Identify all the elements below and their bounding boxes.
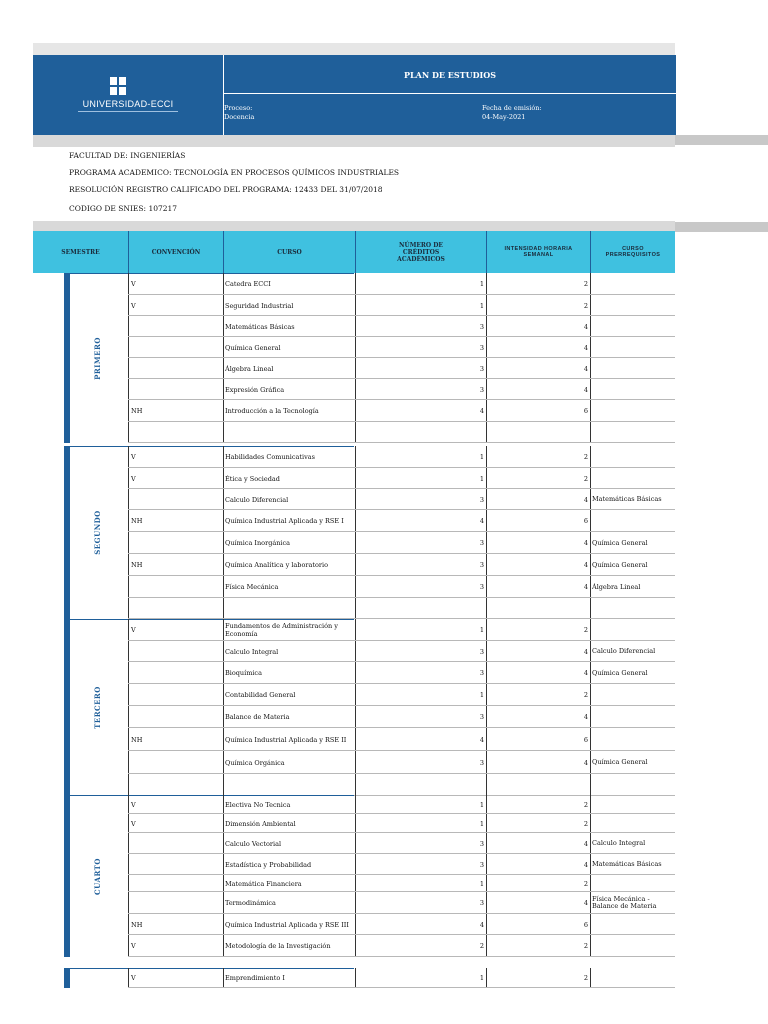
table-row (33, 446, 675, 468)
table-row (33, 337, 675, 358)
credits-cell: 3 (355, 576, 486, 598)
table-row (33, 892, 675, 914)
semester-block (33, 795, 675, 957)
process-meta: Proceso: Docencia (224, 104, 255, 121)
course-cell: Contabilidad General (223, 684, 355, 706)
hours-cell (486, 422, 590, 443)
table-row (33, 684, 675, 706)
prerequisite-cell (590, 728, 675, 751)
snies-line: CODIGO DE SNIES: 107217 (69, 204, 178, 213)
credits-cell: 1 (355, 875, 486, 892)
table-row (33, 833, 675, 854)
credits-cell: 1 (355, 468, 486, 489)
hours-cell: 6 (486, 728, 590, 751)
hours-cell: 4 (486, 379, 590, 400)
prerequisite-cell (590, 619, 675, 641)
semester-block (33, 619, 675, 796)
prerequisite-cell (590, 968, 675, 988)
table-row (33, 532, 675, 554)
credits-cell (355, 598, 486, 619)
credits-cell: 1 (355, 795, 486, 814)
semester-label: CUARTO (92, 857, 102, 895)
prerequisite-cell (590, 468, 675, 489)
prerequisite-cell: Matemáticas Básicas (590, 489, 675, 510)
table-row (33, 728, 675, 751)
convention-cell: V (128, 795, 223, 814)
credits-cell: 3 (355, 641, 486, 662)
prerequisite-cell: Álgebra Lineal (590, 576, 675, 598)
convention-cell (128, 422, 223, 443)
course-cell: Bioquímica (223, 662, 355, 684)
credits-cell: 4 (355, 400, 486, 422)
table-row (33, 422, 675, 443)
course-cell: Álgebra Lineal (223, 358, 355, 379)
date-meta: Fecha de emisión: 04-May-2021 (482, 104, 542, 121)
hours-cell: 2 (486, 875, 590, 892)
resolution-line: RESOLUCIÓN REGISTRO CALIFICADO DEL PROGRAMA: 12433 DEL 31/07/2018 (69, 185, 383, 194)
credits-cell: 3 (355, 316, 486, 337)
hours-cell: 4 (486, 892, 590, 914)
prerequisite-cell: Química General (590, 751, 675, 774)
hours-cell: 6 (486, 914, 590, 935)
course-cell: Catedra ECCI (223, 273, 355, 295)
convention-cell: V (128, 446, 223, 468)
course-cell: Ética y Sociedad (223, 468, 355, 489)
course-cell (223, 422, 355, 443)
faculty-line: FACULTAD DE: INGENIERÍAS (69, 151, 186, 160)
table-row (33, 814, 675, 833)
prerequisite-cell (590, 446, 675, 468)
hours-cell: 2 (486, 814, 590, 833)
credits-cell: 3 (355, 854, 486, 875)
table-row (33, 751, 675, 774)
credits-cell: 3 (355, 892, 486, 914)
convention-cell: V (128, 273, 223, 295)
prerequisite-cell (590, 598, 675, 619)
convention-cell: NH (128, 914, 223, 935)
credits-cell: 3 (355, 337, 486, 358)
prerequisite-cell (590, 875, 675, 892)
credits-cell: 3 (355, 751, 486, 774)
prerequisite-cell (590, 774, 675, 796)
course-cell: Dimensión Ambiental (223, 814, 355, 833)
prerequisite-cell (590, 358, 675, 379)
prerequisite-cell (590, 814, 675, 833)
hours-cell: 2 (486, 295, 590, 316)
prerequisite-cell: Física Mecánica - Balance de Materia (590, 892, 675, 914)
credits-cell: 4 (355, 728, 486, 751)
hours-cell: 4 (486, 854, 590, 875)
convention-cell (128, 751, 223, 774)
convention-cell (128, 892, 223, 914)
course-cell: Estadística y Probabilidad (223, 854, 355, 875)
col-creditos: NÚMERO DE CRÉDITOS ACADÉMICOS (355, 231, 486, 273)
row-divider (128, 956, 675, 957)
prerequisite-cell (590, 379, 675, 400)
table-row (33, 854, 675, 875)
table-row (33, 662, 675, 684)
table-row (33, 706, 675, 728)
col-prerrequisitos: CURSO PRERREQUISITOS (590, 231, 675, 273)
prerequisite-cell (590, 337, 675, 358)
convention-cell (128, 662, 223, 684)
credits-cell: 3 (355, 706, 486, 728)
prerequisite-cell: Química General (590, 554, 675, 576)
header-main (223, 55, 676, 135)
credits-cell: 3 (355, 833, 486, 854)
convention-cell (128, 854, 223, 875)
table-row (33, 598, 675, 619)
hours-cell: 4 (486, 751, 590, 774)
course-cell: Química Industrial Aplicada y RSE I (223, 510, 355, 532)
semester-block (33, 273, 675, 443)
table-row (33, 774, 675, 796)
table-row (33, 875, 675, 892)
prerequisite-cell: Calculo Integral (590, 833, 675, 854)
prerequisite-cell: Química General (590, 532, 675, 554)
credits-cell: 4 (355, 914, 486, 935)
table-row (33, 795, 675, 814)
convention-cell: NH (128, 400, 223, 422)
col-curso: CURSO (223, 231, 355, 273)
prerequisite-cell (590, 914, 675, 935)
course-cell: Física Mecánica (223, 576, 355, 598)
course-cell: Expresión Gráfica (223, 379, 355, 400)
prerequisite-cell (590, 295, 675, 316)
prerequisite-cell (590, 422, 675, 443)
course-cell: Calculo Diferencial (223, 489, 355, 510)
course-cell: Química Orgánica (223, 751, 355, 774)
table-row (33, 914, 675, 935)
hours-cell: 2 (486, 273, 590, 295)
curriculum-sheet (33, 43, 675, 988)
table-row (33, 619, 675, 641)
convention-cell (128, 337, 223, 358)
university-logo-icon (110, 77, 126, 95)
prerequisite-cell: Calculo Diferencial (590, 641, 675, 662)
credits-cell: 1 (355, 273, 486, 295)
convention-cell: V (128, 814, 223, 833)
semester-label: SEGUNDO (92, 510, 102, 555)
credits-cell: 1 (355, 446, 486, 468)
table-row (33, 400, 675, 422)
table-row (33, 510, 675, 532)
convention-cell (128, 833, 223, 854)
credits-cell: 1 (355, 619, 486, 641)
prerequisite-cell (590, 684, 675, 706)
credits-cell: 3 (355, 554, 486, 576)
credits-cell: 3 (355, 358, 486, 379)
credits-cell: 3 (355, 662, 486, 684)
prerequisite-cell: Química General (590, 662, 675, 684)
course-cell: Balance de Materia (223, 706, 355, 728)
table-row (33, 358, 675, 379)
convention-cell (128, 875, 223, 892)
table-header (33, 231, 675, 273)
course-cell: Matemática Financiera (223, 875, 355, 892)
convention-cell: V (128, 968, 223, 988)
col-convencion: CONVENCIÓN (128, 231, 223, 273)
hours-cell: 4 (486, 489, 590, 510)
prerequisite-cell (590, 316, 675, 337)
credits-cell: 3 (355, 489, 486, 510)
credits-cell: 4 (355, 510, 486, 532)
convention-cell (128, 576, 223, 598)
separator-bar (33, 135, 675, 147)
hours-cell: 4 (486, 358, 590, 379)
semester-block (33, 446, 675, 619)
hours-cell (486, 774, 590, 796)
table-row (33, 295, 675, 316)
credits-cell: 3 (355, 532, 486, 554)
row-divider (128, 442, 675, 443)
course-cell: Química Analítica y laboratorio (223, 554, 355, 576)
convention-cell (128, 489, 223, 510)
right-edge-bar (675, 135, 768, 145)
convention-cell (128, 532, 223, 554)
course-cell: Seguridad Industrial (223, 295, 355, 316)
prerequisite-cell (590, 706, 675, 728)
hours-cell: 6 (486, 510, 590, 532)
table-row (33, 316, 675, 337)
top-bar (33, 43, 675, 55)
convention-cell: V (128, 619, 223, 641)
course-cell: Metodología de la Investigación (223, 935, 355, 957)
convention-cell: V (128, 295, 223, 316)
separator-bar-2 (33, 221, 675, 231)
prerequisite-cell (590, 273, 675, 295)
credits-cell: 3 (355, 379, 486, 400)
prerequisite-cell (590, 795, 675, 814)
prerequisite-cell (590, 935, 675, 957)
program-line: PROGRAMA ACADEMICO: TECNOLOGÍA EN PROCESOS QUÍMICOS INDUSTRIALES (69, 168, 400, 177)
hours-cell: 4 (486, 833, 590, 854)
hours-cell (486, 598, 590, 619)
row-divider (128, 987, 675, 988)
convention-cell (128, 358, 223, 379)
table-row (33, 468, 675, 489)
table-row (33, 379, 675, 400)
credits-cell: 2 (355, 935, 486, 957)
hours-cell: 4 (486, 641, 590, 662)
course-cell (223, 598, 355, 619)
hours-cell: 4 (486, 554, 590, 576)
credits-cell (355, 774, 486, 796)
hours-cell: 4 (486, 532, 590, 554)
hours-cell: 4 (486, 337, 590, 358)
convention-cell (128, 598, 223, 619)
credits-cell: 1 (355, 968, 486, 988)
table-row (33, 968, 675, 988)
right-edge-bar-2 (675, 222, 768, 232)
logo-cell (33, 55, 223, 135)
hours-cell: 6 (486, 400, 590, 422)
credits-cell: 1 (355, 295, 486, 316)
convention-cell (128, 774, 223, 796)
course-cell: Química General (223, 337, 355, 358)
course-cell: Calculo Vectorial (223, 833, 355, 854)
course-cell: Electiva No Tecnica (223, 795, 355, 814)
convention-cell: NH (128, 554, 223, 576)
prerequisite-cell (590, 400, 675, 422)
course-cell: Química Industrial Aplicada y RSE III (223, 914, 355, 935)
hours-cell: 4 (486, 576, 590, 598)
course-cell (223, 774, 355, 796)
course-cell: Habilidades Comunicativas (223, 446, 355, 468)
hours-cell: 2 (486, 935, 590, 957)
hours-cell: 2 (486, 619, 590, 641)
course-cell: Química Industrial Aplicada y RSE II (223, 728, 355, 751)
table-row (33, 273, 675, 295)
convention-cell: V (128, 468, 223, 489)
course-cell: Química Inorgánica (223, 532, 355, 554)
hours-cell: 4 (486, 662, 590, 684)
hours-cell: 4 (486, 316, 590, 337)
course-cell: Matemáticas Básicas (223, 316, 355, 337)
table-row (33, 489, 675, 510)
convention-cell (128, 706, 223, 728)
semester-block (33, 968, 675, 988)
convention-cell (128, 316, 223, 337)
prerequisite-cell (590, 510, 675, 532)
course-cell: Introducción a la Tecnología (223, 400, 355, 422)
course-cell: Termodinámica (223, 892, 355, 914)
course-cell: Fundamentos de Administración y Economía (223, 619, 355, 641)
table-row (33, 554, 675, 576)
hours-cell: 2 (486, 446, 590, 468)
prerequisite-cell: Matemáticas Básicas (590, 854, 675, 875)
credits-cell: 1 (355, 814, 486, 833)
plan-title: PLAN DE ESTUDIOS (404, 70, 496, 80)
semester-label: TERCERO (92, 686, 102, 729)
credits-cell: 1 (355, 684, 486, 706)
course-cell: Emprendimiento I (223, 968, 355, 988)
table-row (33, 576, 675, 598)
hours-cell: 2 (486, 684, 590, 706)
col-semestre: SEMESTRE (61, 248, 100, 256)
convention-cell (128, 379, 223, 400)
course-cell: Calculo Integral (223, 641, 355, 662)
table-row (33, 935, 675, 957)
table-row (33, 641, 675, 662)
hours-cell: 2 (486, 968, 590, 988)
semester-label: PRIMERO (92, 336, 102, 380)
convention-cell (128, 641, 223, 662)
convention-cell: V (128, 935, 223, 957)
university-name: UNIVERSIDAD-ECCI (82, 99, 174, 109)
convention-cell: NH (128, 728, 223, 751)
credits-cell (355, 422, 486, 443)
hours-cell: 4 (486, 706, 590, 728)
convention-cell: NH (128, 510, 223, 532)
convention-cell (128, 684, 223, 706)
hours-cell: 2 (486, 468, 590, 489)
col-intensidad: INTENSIDAD HORARIA SEMANAL (486, 231, 590, 273)
hours-cell: 2 (486, 795, 590, 814)
